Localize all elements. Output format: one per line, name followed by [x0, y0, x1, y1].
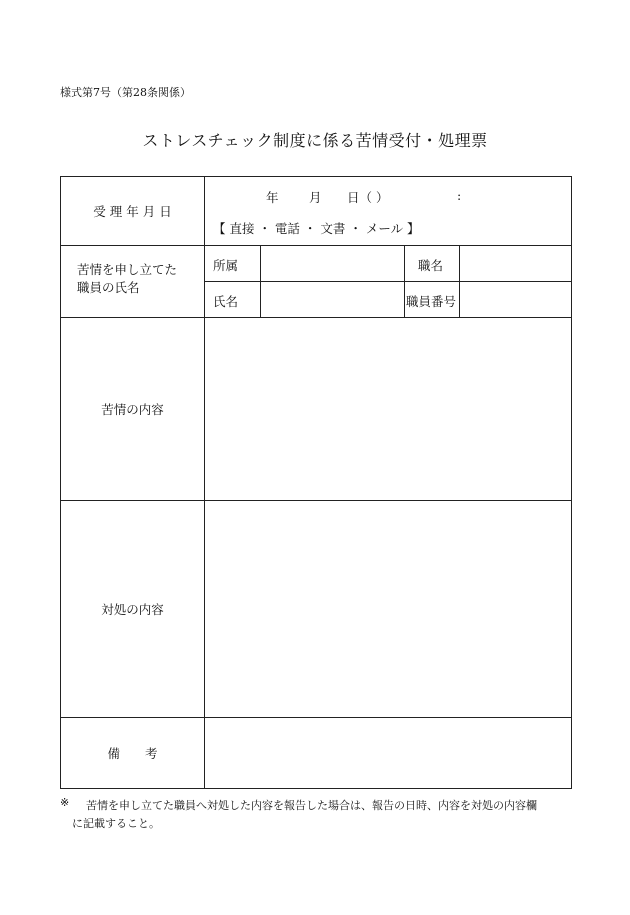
- remarks-label: 備 考: [107, 746, 158, 761]
- response-content-field[interactable]: [205, 501, 571, 717]
- position-field[interactable]: [460, 246, 570, 280]
- complainant-label-line2: 職員の氏名: [77, 280, 140, 295]
- reception-time-separator: :: [457, 188, 462, 203]
- employee-number-field[interactable]: [460, 282, 570, 316]
- remarks-field[interactable]: [205, 718, 571, 788]
- complaint-form-table: [60, 176, 572, 789]
- reception-date-label: 受 理 年 月 日: [93, 204, 172, 219]
- complainant-label: [77, 261, 177, 297]
- response-content-label: 対処の内容: [101, 602, 164, 617]
- reception-year: 年: [266, 190, 279, 205]
- form-number: 様式第7号（第28条関係）: [60, 86, 191, 99]
- reception-day: 日（ ）: [347, 190, 389, 205]
- reception-methods: 【 直接 ・ 電話 ・ 文書 ・ メール 】: [213, 221, 420, 236]
- note-line1: 苦情を申し立てた職員へ対処した内容を報告した場合は、報告の日時、内容を対処の内容欄: [86, 799, 537, 812]
- affiliation-field[interactable]: [261, 246, 403, 280]
- affiliation-label: 所属: [213, 258, 239, 273]
- name-label: 氏名: [213, 294, 239, 309]
- employee-number-label: 職員番号: [406, 294, 457, 309]
- note-line2: に記載すること。: [72, 817, 160, 830]
- complainant-label-line1: 苦情を申し立てた: [77, 262, 178, 277]
- complaint-content-label: 苦情の内容: [101, 402, 164, 417]
- note-mark: ※: [60, 796, 70, 809]
- reception-month: 月: [309, 190, 322, 205]
- name-field[interactable]: [261, 282, 403, 316]
- complaint-content-field[interactable]: [205, 318, 571, 500]
- position-label: 職名: [418, 258, 444, 273]
- page-title: ストレスチェック制度に係る苦情受付・処理票: [142, 131, 488, 150]
